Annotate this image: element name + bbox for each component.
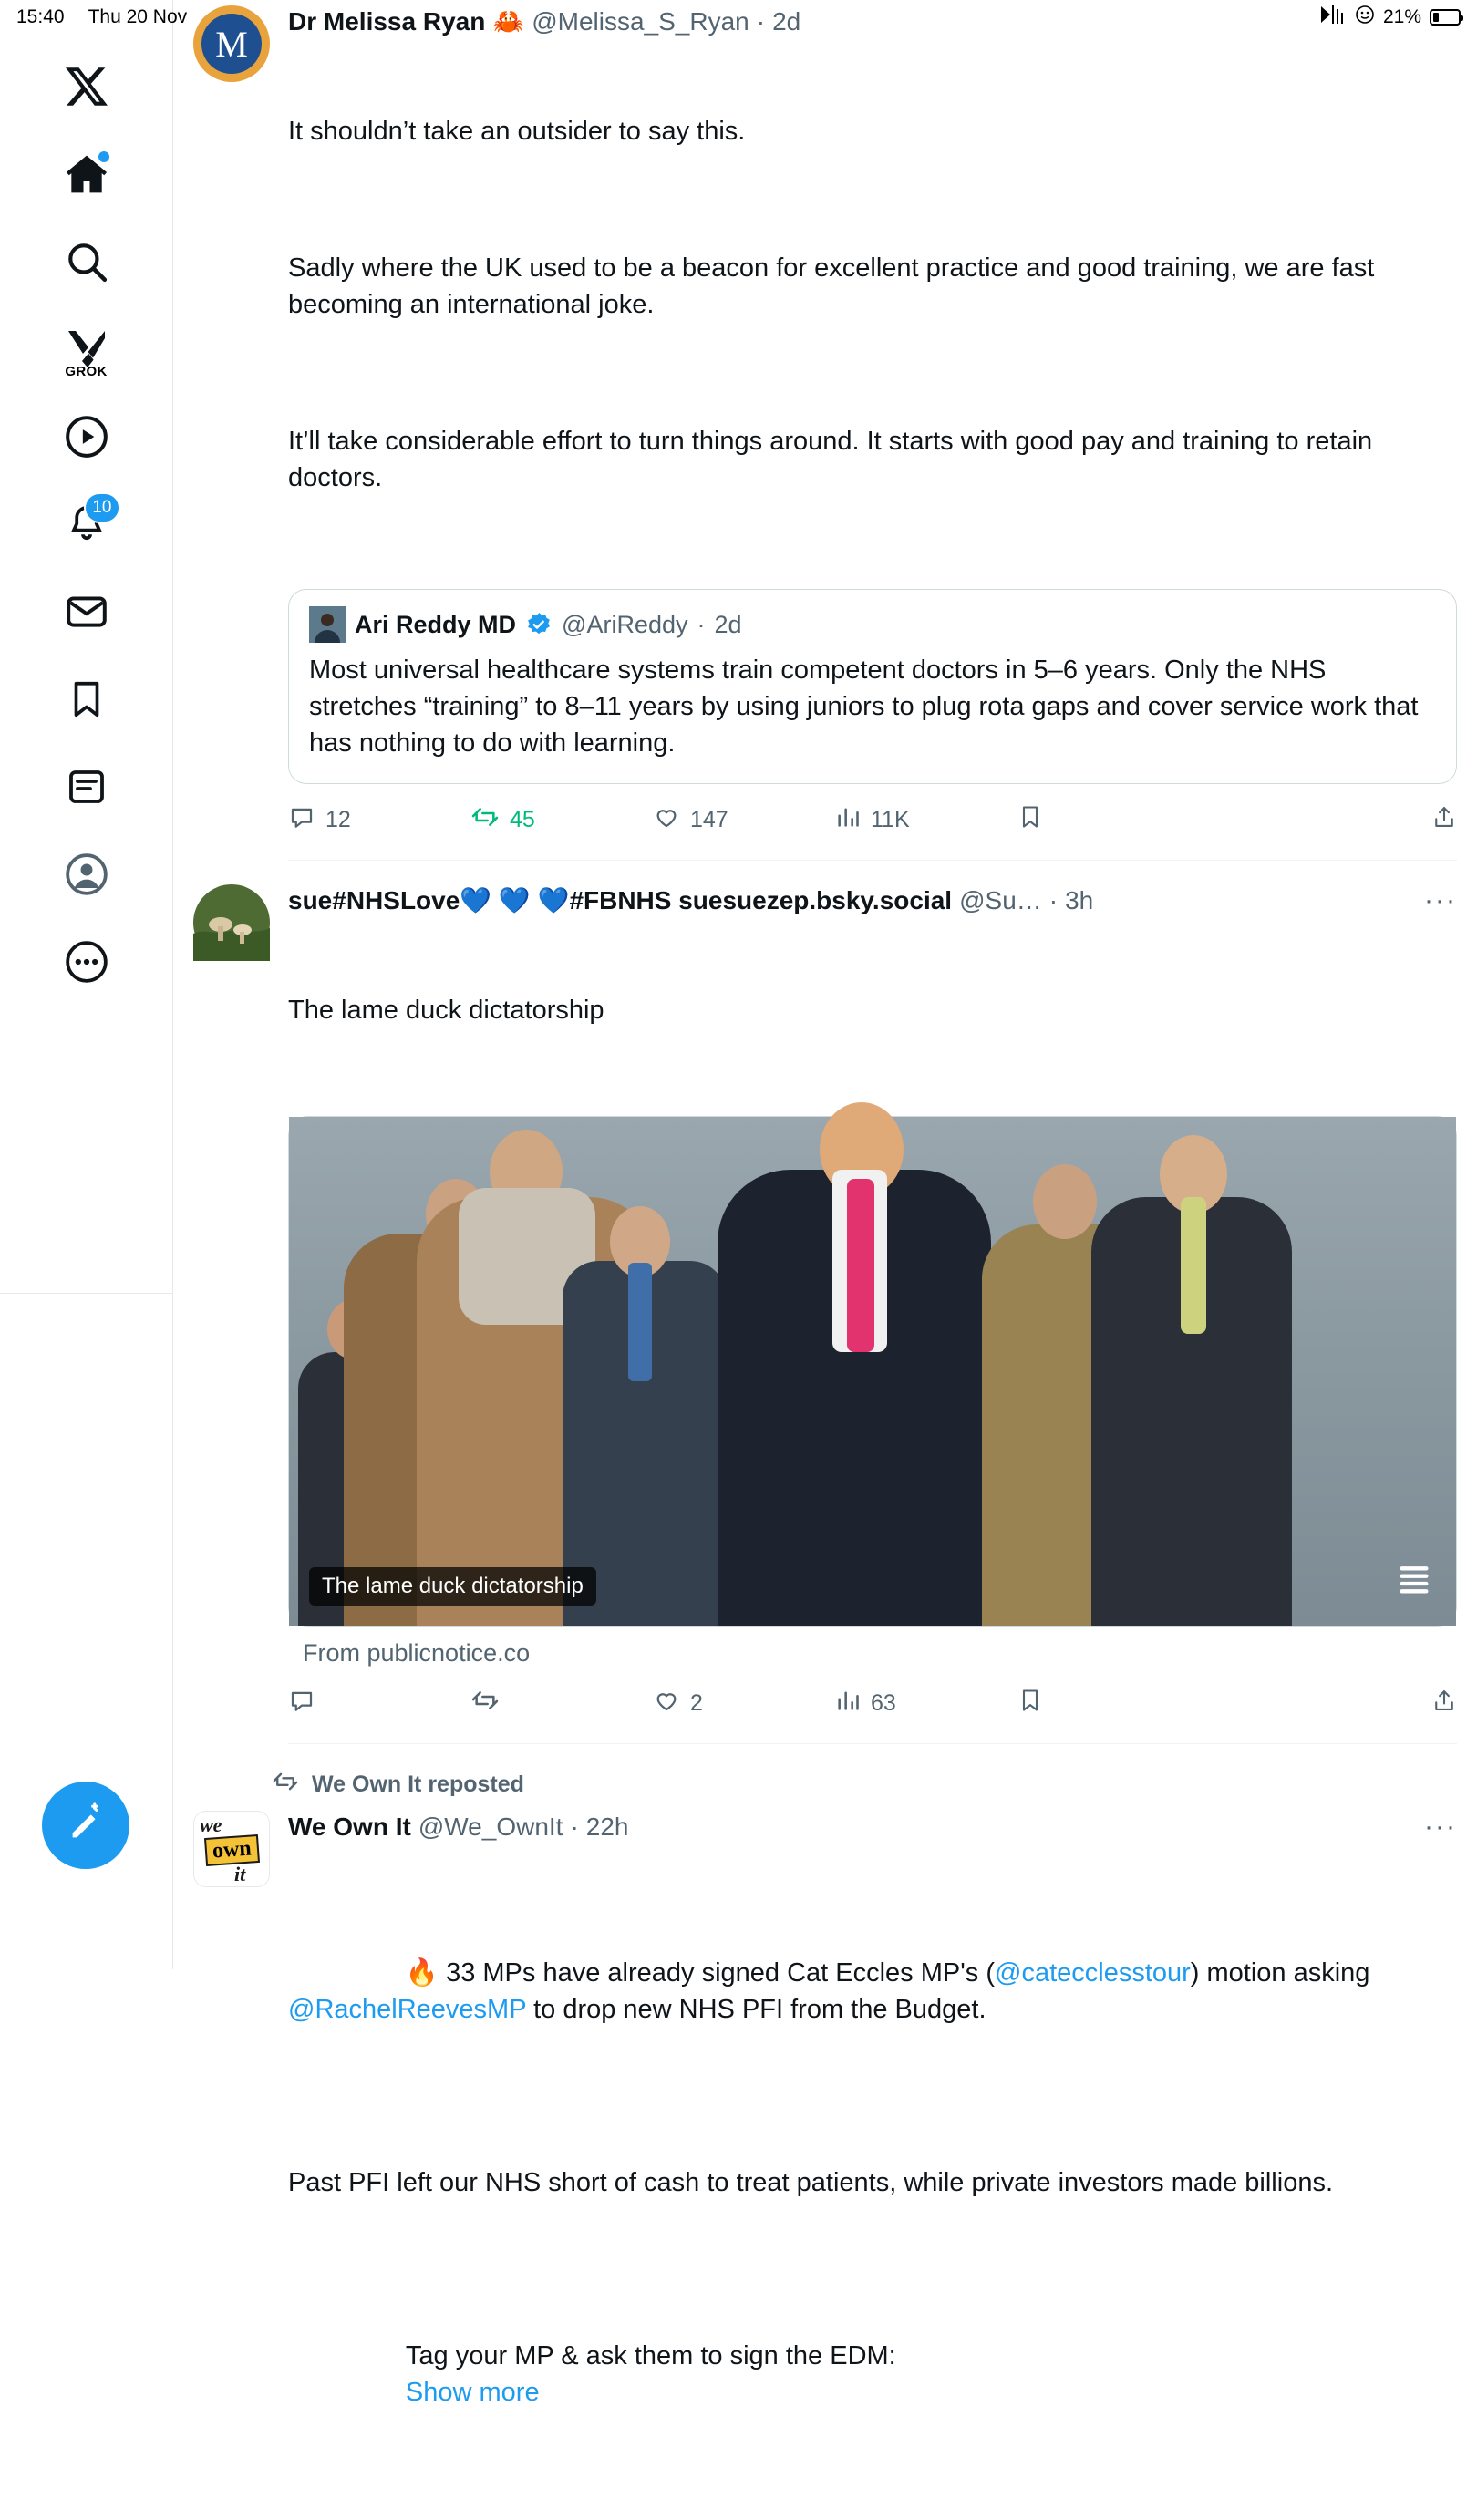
post-weownit[interactable] (173, 1768, 1477, 2520)
verified-badge-icon (525, 611, 553, 638)
preview-source: From publicnotice.co (303, 1639, 531, 1667)
share-button[interactable] (1431, 804, 1457, 836)
compose-post-button[interactable] (42, 1782, 129, 1869)
post-body (288, 1845, 1457, 2520)
sidebar-item-explore[interactable] (47, 222, 126, 301)
avatar-text-it: it (234, 1863, 246, 1885)
sidebar-item-more[interactable] (47, 923, 126, 1001)
image-caption: The lame duck dictatorship (309, 1567, 596, 1606)
link-preview-card[interactable] (288, 1116, 1457, 1627)
sidebar-item-lists[interactable] (47, 748, 126, 826)
bookmark-icon (1017, 1688, 1043, 1720)
share-icon (1431, 1688, 1457, 1720)
bookmark-icon (1017, 804, 1043, 836)
analytics-icon (835, 804, 861, 836)
post-paragraph: It’ll take considerable effort to turn things around. It starts with good pay and training to retain doctors. (288, 427, 1380, 492)
views-button[interactable] (835, 804, 1017, 836)
sidebar-item-notifications[interactable] (47, 485, 126, 563)
bookmark-button[interactable] (1017, 804, 1127, 836)
more-circle-icon (64, 939, 109, 985)
repost-button[interactable] (470, 802, 653, 838)
post-timestamp: 22h (585, 1813, 629, 1841)
avatar-text-own: own (204, 1834, 260, 1866)
list-icon (65, 765, 108, 809)
avatar-text-we: we (200, 1813, 222, 1836)
x-logo-icon (66, 66, 108, 108)
envelope-icon (64, 589, 109, 635)
author-emoji: 🦀 (492, 7, 525, 36)
sidebar-item-bookmarks[interactable] (47, 660, 126, 738)
avatar[interactable] (193, 884, 270, 961)
bookmark-button[interactable] (1017, 1688, 1127, 1720)
post-actions (288, 802, 1457, 838)
mention-link[interactable]: @RachelReevesMP (288, 1995, 527, 2024)
author-handle[interactable]: @We_OwnIt (418, 1813, 563, 1841)
post-melissa[interactable] (173, 0, 1477, 861)
author-name[interactable]: We Own It (288, 1813, 411, 1841)
sidebar-item-home[interactable] (47, 135, 126, 213)
heart-icon (653, 1687, 680, 1720)
repost-icon (470, 1686, 500, 1721)
sidebar-item-messages[interactable] (47, 573, 126, 651)
status-date: Thu 20 Nov (88, 6, 188, 27)
image-layers-icon[interactable] (1396, 1561, 1432, 1602)
sidebar-item-profile[interactable] (47, 835, 126, 914)
quoted-body: Most universal healthcare systems train competent doctors in 5–6 years. Only the NHS stretches “training” to 8–11 years by using juniors to plug rota gaps and cover service work that has nothing to do with learning. (309, 656, 1419, 758)
avatar[interactable] (193, 1811, 270, 1887)
person-circle-icon (64, 852, 109, 897)
battery-percent: 21% (1382, 6, 1421, 27)
post-paragraph-text: Tag your MP & ask them to sign the EDM: (405, 2341, 896, 2370)
post-sue[interactable] (173, 861, 1477, 1744)
post-paragraph: The lame duck dictatorship (288, 996, 604, 1025)
post-more-button[interactable]: ··· (1424, 885, 1457, 915)
reply-button[interactable] (288, 803, 470, 837)
share-icon (1431, 804, 1457, 836)
search-icon (64, 239, 109, 284)
reply-count: 12 (325, 807, 351, 832)
svg-text:M: M (215, 24, 248, 65)
repost-count: 45 (510, 807, 535, 832)
compose-post-icon (65, 1802, 107, 1849)
reply-icon (288, 803, 315, 837)
like-button[interactable] (653, 803, 835, 837)
author-handle[interactable]: @Su… (959, 886, 1042, 914)
post-body (288, 40, 1457, 569)
repost-label: We Own It reposted (312, 1771, 524, 1797)
quoted-timestamp: 2d (714, 610, 742, 638)
sidebar-nav (0, 0, 173, 1969)
sidebar-item-video[interactable] (47, 398, 126, 476)
post-timestamp: 3h (1065, 886, 1094, 914)
post-header: We Own It @We_OwnIt · 22h ··· (288, 1812, 1457, 1842)
quoted-post[interactable]: Ari Reddy MD @AriReddy · 2d Most universal healthcare systems train competent doctors in 5–6 years. Only the NHS stretches “training” to 8–11 years by using juniors to plug rota gaps and cover service work that has nothing to do with learning. (288, 589, 1457, 784)
views-count: 11K (871, 807, 910, 832)
post-paragraph: It shouldn’t take an outsider to say this. (288, 117, 746, 146)
author-name[interactable]: Dr Melissa Ryan (288, 7, 486, 36)
analytics-icon (835, 1688, 861, 1720)
like-button[interactable] (653, 1687, 835, 1720)
post-paragraph (288, 2301, 1457, 2447)
repost-icon (470, 802, 500, 838)
like-count: 2 (690, 1690, 703, 1716)
views-button[interactable] (835, 1688, 1017, 1720)
post-header: sue#NHSLove💙 💙 💙#FBNHS suesuezep.bsky.social @Su… · 3h ··· (288, 885, 1457, 915)
author-name[interactable]: sue#NHSLove💙 💙 💙#FBNHS suesuezep.bsky.social (288, 886, 953, 914)
notifications-badge: 10 (84, 492, 119, 523)
share-button[interactable] (1431, 1688, 1457, 1720)
post-body (288, 919, 1457, 1101)
repost-button[interactable] (470, 1686, 653, 1721)
timeline-feed[interactable] (173, 0, 1477, 2407)
post-actions (288, 1686, 1457, 1721)
repost-header (272, 1768, 1457, 1802)
grok-icon (65, 329, 108, 379)
post-header: Dr Melissa Ryan 🦀 @Melissa_S_Ryan · 2d (288, 5, 1457, 38)
reply-icon (288, 1687, 315, 1720)
mention-link[interactable]: @catecclesstour (995, 1958, 1191, 1988)
sidebar-item-label: GROK (65, 364, 108, 379)
sidebar-item-grok[interactable] (47, 310, 126, 388)
status-time: 15:40 (16, 6, 65, 27)
quoted-author-handle[interactable]: @AriReddy (562, 610, 688, 638)
quoted-avatar[interactable] (309, 606, 346, 643)
quoted-author-name[interactable]: Ari Reddy MD (355, 610, 517, 638)
reply-button[interactable] (288, 1687, 470, 1720)
views-count: 63 (871, 1690, 896, 1716)
bookmark-icon (66, 678, 108, 720)
play-circle-icon (64, 414, 109, 460)
sidebar-item-logo[interactable] (47, 47, 126, 126)
preview-image[interactable] (289, 1117, 1456, 1626)
post-paragraph: 🔥 33 MPs have already signed Cat Eccles MP's (@catecclesstour) motion asking @RachelReevesMP to drop new NHS PFI from the Budget. (288, 1958, 1378, 2024)
avatar[interactable] (193, 5, 270, 82)
heart-icon (653, 803, 680, 837)
show-more-link[interactable]: Show more (405, 2378, 540, 2407)
repost-icon (272, 1768, 299, 1802)
post-more-button[interactable]: ··· (1424, 1812, 1457, 1842)
post-timestamp: 2d (772, 7, 801, 36)
post-paragraph: Sadly where the UK used to be a beacon for excellent practice and good training, we are fast becoming an international joke. (288, 253, 1382, 319)
unread-dot (98, 151, 109, 162)
author-handle[interactable]: @Melissa_S_Ryan (532, 7, 749, 36)
like-count: 147 (690, 807, 728, 832)
post-paragraph: Past PFI left our NHS short of cash to treat patients, while private investors made billions. (288, 2168, 1334, 2197)
